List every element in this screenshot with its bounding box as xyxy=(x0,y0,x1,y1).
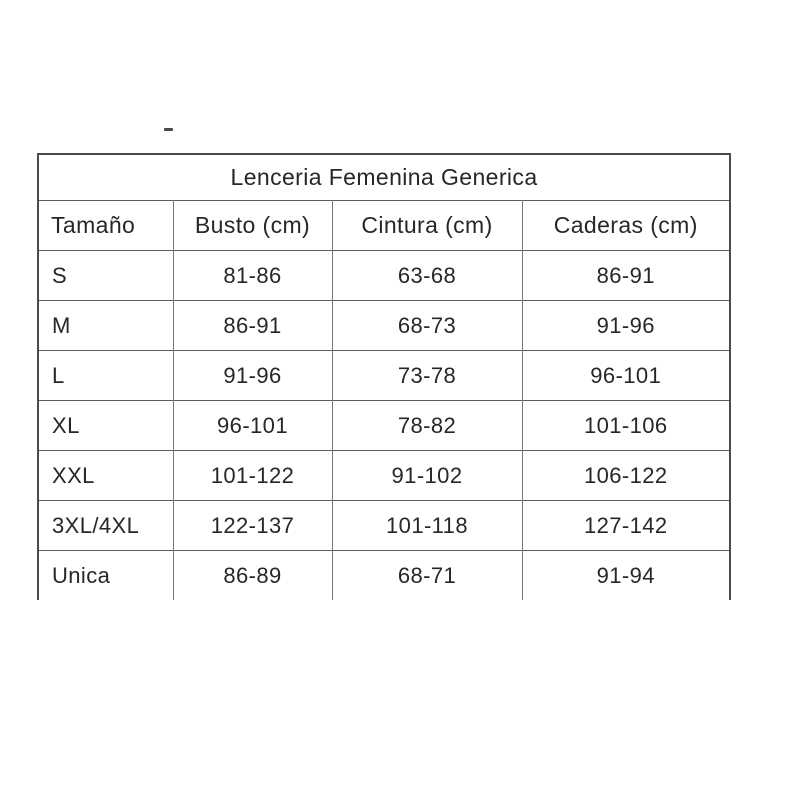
dash-mark xyxy=(164,128,173,131)
measurement-cell: 127-142 xyxy=(522,501,730,551)
size-cell: S xyxy=(52,262,68,288)
measurement-cell: 91-94 xyxy=(522,551,730,601)
measurement-cell: 68-71 xyxy=(332,551,522,601)
size-cell: 3XL/4XL xyxy=(52,512,140,538)
column-header-cintura: Cintura (cm) xyxy=(332,201,522,251)
measurement-cell: 78-82 xyxy=(332,401,522,451)
measurement-cell: 101-118 xyxy=(332,501,522,551)
measurement-cell: 86-91 xyxy=(173,301,332,351)
measurement-cell: 86-91 xyxy=(522,251,730,301)
size-cell: L xyxy=(52,362,65,388)
measurement-cell: 68-73 xyxy=(332,301,522,351)
measurement-cell: 86-89 xyxy=(173,551,332,601)
size-cell: XL xyxy=(52,412,80,438)
column-header-busto: Busto (cm) xyxy=(173,201,332,251)
measurement-cell: 91-96 xyxy=(173,351,332,401)
measurement-cell: 96-101 xyxy=(522,351,730,401)
measurement-cell: 81-86 xyxy=(173,251,332,301)
table-row xyxy=(38,451,730,501)
table-header-row xyxy=(38,201,730,251)
table-body xyxy=(38,251,730,601)
column-header-caderas: Caderas (cm) xyxy=(522,201,730,251)
measurement-cell: 106-122 xyxy=(522,451,730,501)
measurement-cell: 91-96 xyxy=(522,301,730,351)
measurement-cell: 63-68 xyxy=(332,251,522,301)
measurement-cell: 96-101 xyxy=(173,401,332,451)
column-header-tamano: Tamaño xyxy=(51,212,136,238)
measurement-cell: 91-102 xyxy=(332,451,522,501)
table-row xyxy=(38,351,730,401)
table-row xyxy=(38,501,730,551)
table-title-row xyxy=(38,154,730,201)
size-cell: M xyxy=(52,312,71,338)
measurement-cell: 101-106 xyxy=(522,401,730,451)
size-cell: XXL xyxy=(52,462,95,488)
table-title: Lenceria Femenina Generica xyxy=(230,164,538,190)
measurement-cell: 122-137 xyxy=(173,501,332,551)
size-cell: Unica xyxy=(52,562,111,588)
measurement-cell: 73-78 xyxy=(332,351,522,401)
table-row xyxy=(38,251,730,301)
size-chart-table xyxy=(37,153,731,600)
measurement-cell: 101-122 xyxy=(173,451,332,501)
table-row xyxy=(38,551,730,601)
table-row xyxy=(38,401,730,451)
table-row xyxy=(38,301,730,351)
